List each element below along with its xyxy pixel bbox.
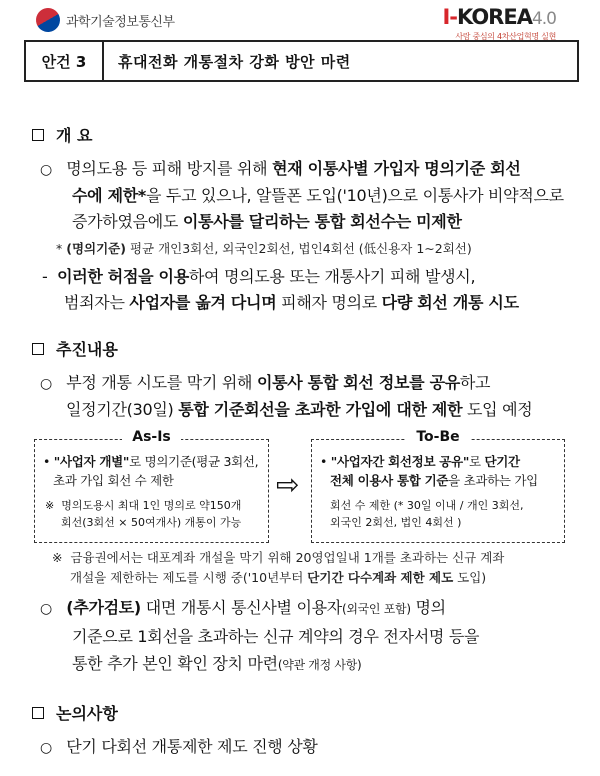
to-be-box: To-Be • "사업자간 회선정보 공유"로 단기간 전체 이용사 통합 기준을 초과하는 가입 회선 수 제한 (* 30일 이내 / 개인 3회선, 외국인 2회선, 법인 4회선 ) bbox=[311, 439, 565, 543]
square-bullet-icon bbox=[32, 343, 44, 355]
square-bullet-icon bbox=[32, 129, 44, 141]
ikorea-logo bbox=[442, 6, 556, 42]
brand-version: 4.0 bbox=[531, 9, 556, 29]
finance-note: ※ 금융권에서는 대포계좌 개설을 막기 위해 20영업일내 1개를 초과하는 신규 계좌 개설을 제한하는 제도를 시행 중('10년부터 단기간 다수계좌 제한 제도 도입) bbox=[52, 550, 505, 585]
section-plan bbox=[32, 337, 118, 360]
discussion-paragraph-1: ○ 단기 다회선 개통제한 제도 진행 상황 bbox=[40, 737, 318, 756]
overview-paragraph-1: ○ 명의도용 등 피해 방지를 위해 현재 이통사별 가입자 명의기준 회선 수에 제한*을 두고 있으나, 알뜰폰 도입('10년)으로 이통사가 비약적으로 증가하였음에도 이통사를 달리하는 통합 회선수는 미제한 bbox=[40, 159, 564, 231]
title-box bbox=[24, 40, 579, 82]
ministry-logo bbox=[36, 8, 175, 32]
as-is-header: As-Is bbox=[122, 429, 181, 445]
square-bullet-icon bbox=[32, 707, 44, 719]
ministry-name: 과학기술정보통신부 bbox=[66, 14, 175, 30]
overview-footnote: * (명의기준) 평균 개인3회선, 외국인2회선, 법인4회선 (低신용자 1∼2회선) bbox=[56, 241, 472, 256]
section-heading: 논의사항 bbox=[56, 704, 118, 723]
taegeuk-icon bbox=[32, 4, 65, 37]
section-overview bbox=[32, 123, 92, 146]
agenda-number: 안건 3 bbox=[26, 42, 104, 80]
overview-paragraph-2: - 이러한 허점을 이용하여 명의도용 또는 개통사기 피해 발생시, 범죄자는 사업자를 옮겨 다니며 피해자 명의로 다량 회선 개통 시도 bbox=[42, 267, 519, 312]
brand-korea: KOREA bbox=[457, 5, 532, 29]
brand-i: I- bbox=[442, 5, 457, 29]
section-heading: 개 요 bbox=[56, 126, 93, 145]
as-is-box: As-Is • "사업자 개별"로 명의기준(평균 3회선, 초과 가입 회선 수 제한 ※ 명의도용시 최대 1인 명의로 약150개 회선(3회선 × 50여개사) 개통이 가능 bbox=[34, 439, 269, 543]
plan-paragraph-1: ○ 부정 개통 시도를 막기 위해 이통사 통합 회선 정보를 공유하고 일정기간(30일) 통합 기준회선을 초과한 가입에 대한 제한 도입 예정 bbox=[40, 373, 533, 419]
plan-paragraph-2: ○ (추가검토) 대면 개통시 통신사별 이용자(외국인 포함) 명의 기준으로 1회선을 초과하는 신규 계약의 경우 전자서명 등을 통한 추가 본인 확인 장치 마련(약관 개정 사항) bbox=[40, 598, 480, 673]
section-heading: 추진내용 bbox=[56, 340, 118, 359]
agenda-title: 휴대전화 개통절차 강화 방안 마련 bbox=[118, 52, 351, 71]
arrow-right-icon: ⇨ bbox=[276, 468, 300, 501]
to-be-header: To-Be bbox=[406, 429, 469, 445]
section-discussion bbox=[32, 701, 118, 724]
slogan: 사람 중심의 4차산업혁명 실현 bbox=[455, 32, 556, 41]
